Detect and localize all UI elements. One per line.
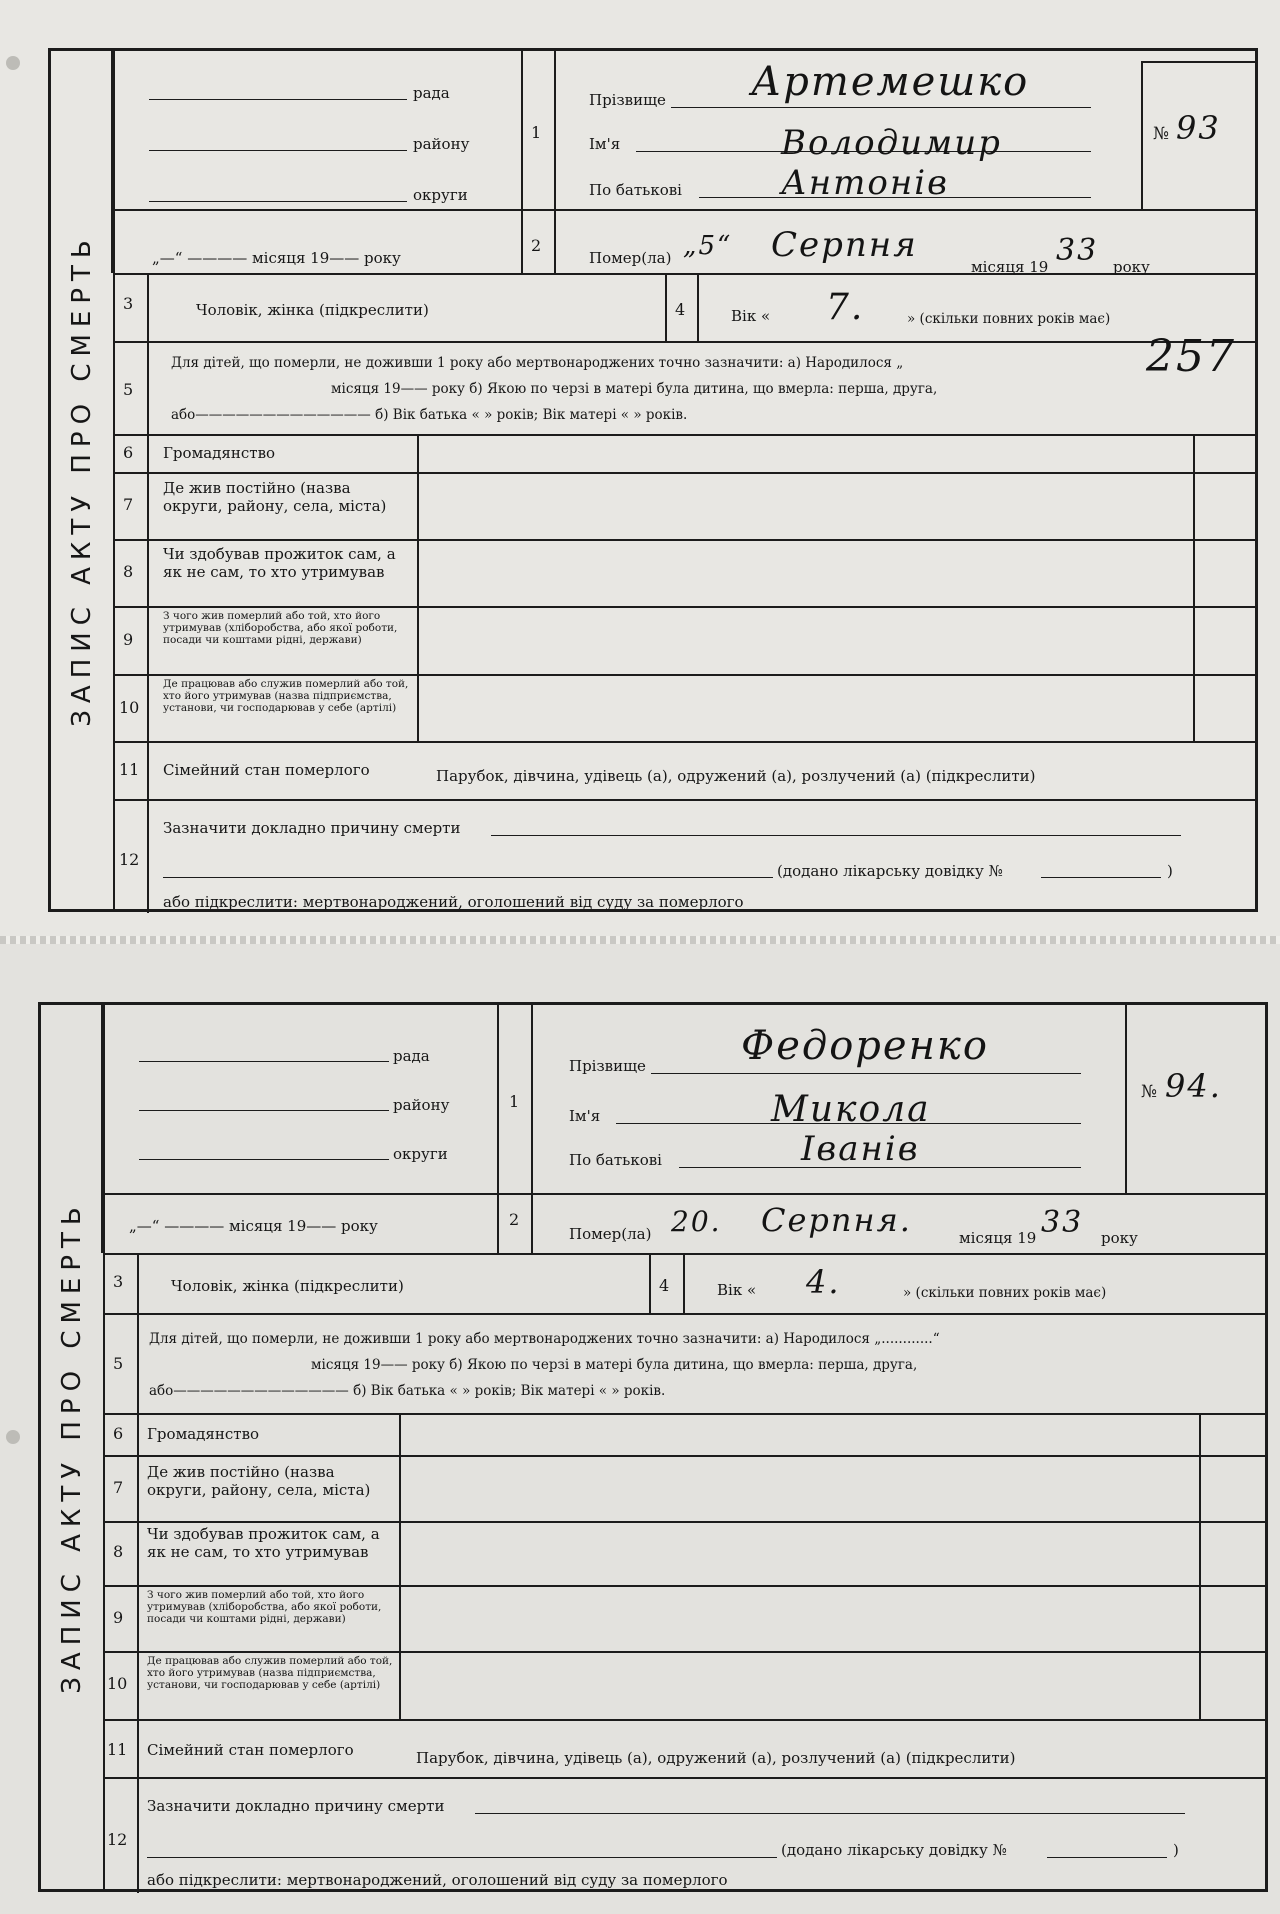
fill-in-line	[491, 835, 1181, 836]
table-rule	[113, 539, 1258, 541]
row-number: 12	[119, 850, 140, 869]
table-rule	[399, 1413, 401, 1719]
row-number: 6	[113, 1424, 124, 1443]
cause-of-death-label: Зазначити докладно причину смерти	[163, 819, 461, 837]
table-rule	[103, 1651, 1268, 1653]
row5-line1: Для дітей, що померли, не доживши 1 року або мертвонароджених точно зазначити: а) Народилося „............“	[149, 1331, 940, 1347]
table-rule	[554, 51, 556, 273]
table-rule	[111, 51, 113, 273]
registration-date-line: „—“ ———— місяця 19—— року	[152, 249, 401, 267]
table-rule	[103, 1719, 1268, 1721]
sex-field: Чоловік, жінка (підкреслити)	[171, 1277, 404, 1295]
row-number: 7	[113, 1478, 124, 1497]
name-value: Микола	[771, 1089, 931, 1130]
row-number: 3	[113, 1272, 124, 1291]
died-year: 33	[1056, 233, 1099, 268]
surname-label: Прізвище	[569, 1057, 646, 1075]
fill-in-line	[163, 877, 773, 878]
table-rule	[417, 434, 419, 741]
name-label: Ім'я	[589, 135, 621, 153]
age-value: 7.	[826, 287, 865, 328]
fill-in-line	[147, 1857, 777, 1858]
cause-of-death-label: Зазначити докладно причину смерти	[147, 1797, 445, 1815]
row5-line3: або————————————— б) Вік батька « » років; Вік матері « » років.	[171, 407, 688, 423]
row-number: 1	[531, 123, 542, 142]
fill-in-line	[671, 107, 1091, 108]
row-number: 9	[113, 1608, 124, 1627]
table-rule	[103, 1413, 1268, 1415]
row5-line1: Для дітей, що померли, не доживши 1 року або мертвонароджених точно зазначити: а) Народилося „	[171, 355, 904, 371]
patronymic-label: По батькові	[589, 181, 682, 199]
table-rule	[101, 1005, 103, 1253]
row-number: 6	[123, 443, 134, 462]
table-rule	[113, 674, 1258, 676]
table-rule	[1125, 1005, 1127, 1193]
income-source-label: З чого жив померлий або той, хто його утримував (хліборобства, або якої роботи, посади чи коштами рідні, держави)	[163, 610, 398, 646]
citizenship-label: Громадянство	[147, 1425, 260, 1443]
died-label: Помер(ла)	[569, 1225, 652, 1243]
table-rule	[1141, 61, 1258, 63]
raion-label: району	[393, 1096, 450, 1114]
row5-line2: місяця 19—— року б) Якою по черзі в матері була дитина, що вмерла: перша, друга,	[331, 381, 938, 397]
citizenship-label: Громадянство	[163, 444, 276, 462]
medical-certificate-label: (додано лікарську довідку №	[777, 862, 1003, 880]
died-year: 33	[1041, 1205, 1084, 1240]
table-rule	[137, 1253, 139, 1893]
table-rule	[113, 434, 1258, 436]
row-number: 9	[123, 630, 134, 649]
row-number: 4	[659, 1276, 670, 1295]
table-rule	[697, 273, 699, 341]
row-number: 11	[107, 1740, 128, 1759]
record-number-label: №	[1153, 124, 1170, 144]
fill-in-line	[1047, 1857, 1167, 1858]
table-rule	[113, 341, 1258, 343]
table-rule	[103, 1193, 1268, 1195]
livelihood-label: Чи здобував прожиток сам, а як не сам, то хто утримував	[147, 1525, 380, 1561]
patronymic-value: Іванів	[801, 1129, 920, 1169]
fill-in-line	[139, 1061, 389, 1062]
stillborn-note: або підкреслити: мертвонароджений, оголошений від суду за померлого	[147, 1871, 728, 1889]
form-text: місяця 19	[971, 258, 1049, 276]
raion-label: району	[413, 135, 470, 153]
surname-value: Артемешко	[751, 59, 1030, 105]
table-rule	[103, 1585, 1268, 1587]
stillborn-note: або підкреслити: мертвонароджений, оголошений від суду за померлого	[163, 893, 744, 911]
form-text: » (скільки повних років має)	[903, 1285, 1107, 1301]
record-number-value: 94.	[1165, 1067, 1222, 1105]
fill-in-line	[149, 201, 407, 202]
table-rule	[665, 273, 667, 341]
income-source-label: З чого жив померлий або той, хто його утримував (хліборобства, або якої роботи, посади чи коштами рідні, держави)	[147, 1589, 382, 1625]
death-record-form-93	[48, 48, 1258, 912]
died-month: Серпня	[771, 225, 918, 265]
medical-certificate-label: (додано лікарську довідку №	[781, 1841, 1007, 1859]
age-label: Вік «	[731, 307, 771, 325]
row-number: 4	[675, 300, 686, 319]
table-rule	[497, 1005, 499, 1253]
punch-hole	[6, 56, 20, 70]
patronymic-label: По батькові	[569, 1151, 662, 1169]
row5-line3: або————————————— б) Вік батька « » років; Вік матері « » років.	[149, 1383, 666, 1399]
table-rule	[683, 1253, 685, 1313]
row-number: 10	[119, 698, 140, 717]
name-value: Володимир	[781, 123, 1002, 163]
perforation-line	[0, 936, 1280, 944]
surname-label: Прізвище	[589, 91, 666, 109]
fill-in-line	[651, 1073, 1081, 1074]
row-number: 5	[113, 1354, 124, 1373]
side-title: ЗАПИС АКТУ ПРО СМЕРТЬ	[41, 1005, 105, 1889]
row-number: 1	[509, 1092, 520, 1111]
table-rule	[521, 51, 523, 273]
rada-label: рада	[413, 84, 450, 102]
fill-in-line	[1041, 877, 1161, 878]
table-rule	[113, 273, 1258, 275]
table-rule	[113, 606, 1258, 608]
row-number: 10	[107, 1674, 128, 1693]
livelihood-label: Чи здобував прожиток сам, а як не сам, то хто утримував	[163, 545, 396, 581]
row-number: 7	[123, 495, 134, 514]
workplace-label: Де працював або служив померлий або той, хто його утримував (назва підприємства, установи, чи господарював у себе (артілі)	[147, 1655, 393, 1691]
table-rule	[103, 1313, 1268, 1315]
table-rule	[113, 472, 1258, 474]
record-number-label: №	[1141, 1082, 1158, 1102]
table-rule	[1199, 1413, 1201, 1719]
row-number: 8	[113, 1542, 124, 1561]
death-record-form-94	[38, 1002, 1268, 1892]
side-title: ЗАПИС АКТУ ПРО СМЕРТЬ	[51, 51, 115, 909]
form-text: )	[1173, 1841, 1179, 1859]
record-number-value: 93	[1176, 109, 1221, 147]
table-rule	[103, 1777, 1268, 1779]
name-label: Ім'я	[569, 1107, 601, 1125]
marital-status-label: Сімейний стан померлого	[163, 761, 370, 779]
died-day: 20.	[671, 1205, 722, 1238]
table-rule	[103, 1455, 1268, 1457]
row5-line2: місяця 19—— року б) Якою по черзі в матері була дитина, що вмерла: перша, друга,	[311, 1357, 918, 1373]
marital-status-label: Сімейний стан померлого	[147, 1741, 354, 1759]
residence-label: Де жив постійно (назва округи, району, села, міста)	[163, 479, 387, 515]
form-text: » (скільки повних років має)	[907, 311, 1111, 327]
row-number: 12	[107, 1830, 128, 1849]
table-rule	[113, 799, 1258, 801]
rada-label: рада	[393, 1047, 430, 1065]
fill-in-line	[475, 1813, 1185, 1814]
sex-field: Чоловік, жінка (підкреслити)	[196, 301, 429, 319]
patronymic-value: Антонів	[781, 163, 949, 203]
died-label: Помер(ла)	[589, 249, 672, 267]
table-rule	[531, 1005, 533, 1253]
row-number: 2	[531, 236, 542, 255]
table-rule	[1141, 61, 1143, 209]
okrug-label: округи	[413, 186, 468, 204]
table-rule	[649, 1253, 651, 1313]
row-number: 11	[119, 760, 140, 779]
age-value: 4.	[806, 1263, 841, 1301]
died-day: „5“	[683, 231, 733, 261]
table-rule	[1193, 434, 1195, 741]
table-rule	[103, 1521, 1268, 1523]
margin-number: 257	[1146, 331, 1236, 382]
marital-status-options: Парубок, дівчина, удівець (а), одружений (а), розлучений (а) (підкреслити)	[436, 767, 1036, 785]
okrug-label: округи	[393, 1145, 448, 1163]
table-rule	[103, 1253, 1268, 1255]
form-text: року	[1113, 258, 1150, 276]
table-rule	[147, 273, 149, 913]
fill-in-line	[149, 99, 407, 100]
fill-in-line	[139, 1110, 389, 1111]
row-number: 8	[123, 562, 134, 581]
residence-label: Де жив постійно (назва округи, району, села, міста)	[147, 1463, 371, 1499]
registration-date-line: „—“ ———— місяця 19—— року	[129, 1217, 378, 1235]
fill-in-line	[149, 150, 407, 151]
form-text: )	[1167, 862, 1173, 880]
fill-in-line	[139, 1159, 389, 1160]
table-rule	[113, 209, 1258, 211]
died-month: Серпня.	[761, 1201, 912, 1239]
punch-hole	[6, 1430, 20, 1444]
age-label: Вік «	[717, 1281, 757, 1299]
surname-value: Федоренко	[741, 1023, 989, 1069]
form-text: місяця 19	[959, 1229, 1037, 1247]
row-number: 2	[509, 1210, 520, 1229]
row-number: 5	[123, 380, 134, 399]
workplace-label: Де працював або служив померлий або той, хто його утримував (назва підприємства, установи, чи господарював у себе (артілі)	[163, 678, 409, 714]
row-number: 3	[123, 294, 134, 313]
table-rule	[113, 741, 1258, 743]
form-text: року	[1101, 1229, 1138, 1247]
marital-status-options: Парубок, дівчина, удівець (а), одружений (а), розлучений (а) (підкреслити)	[416, 1749, 1016, 1767]
